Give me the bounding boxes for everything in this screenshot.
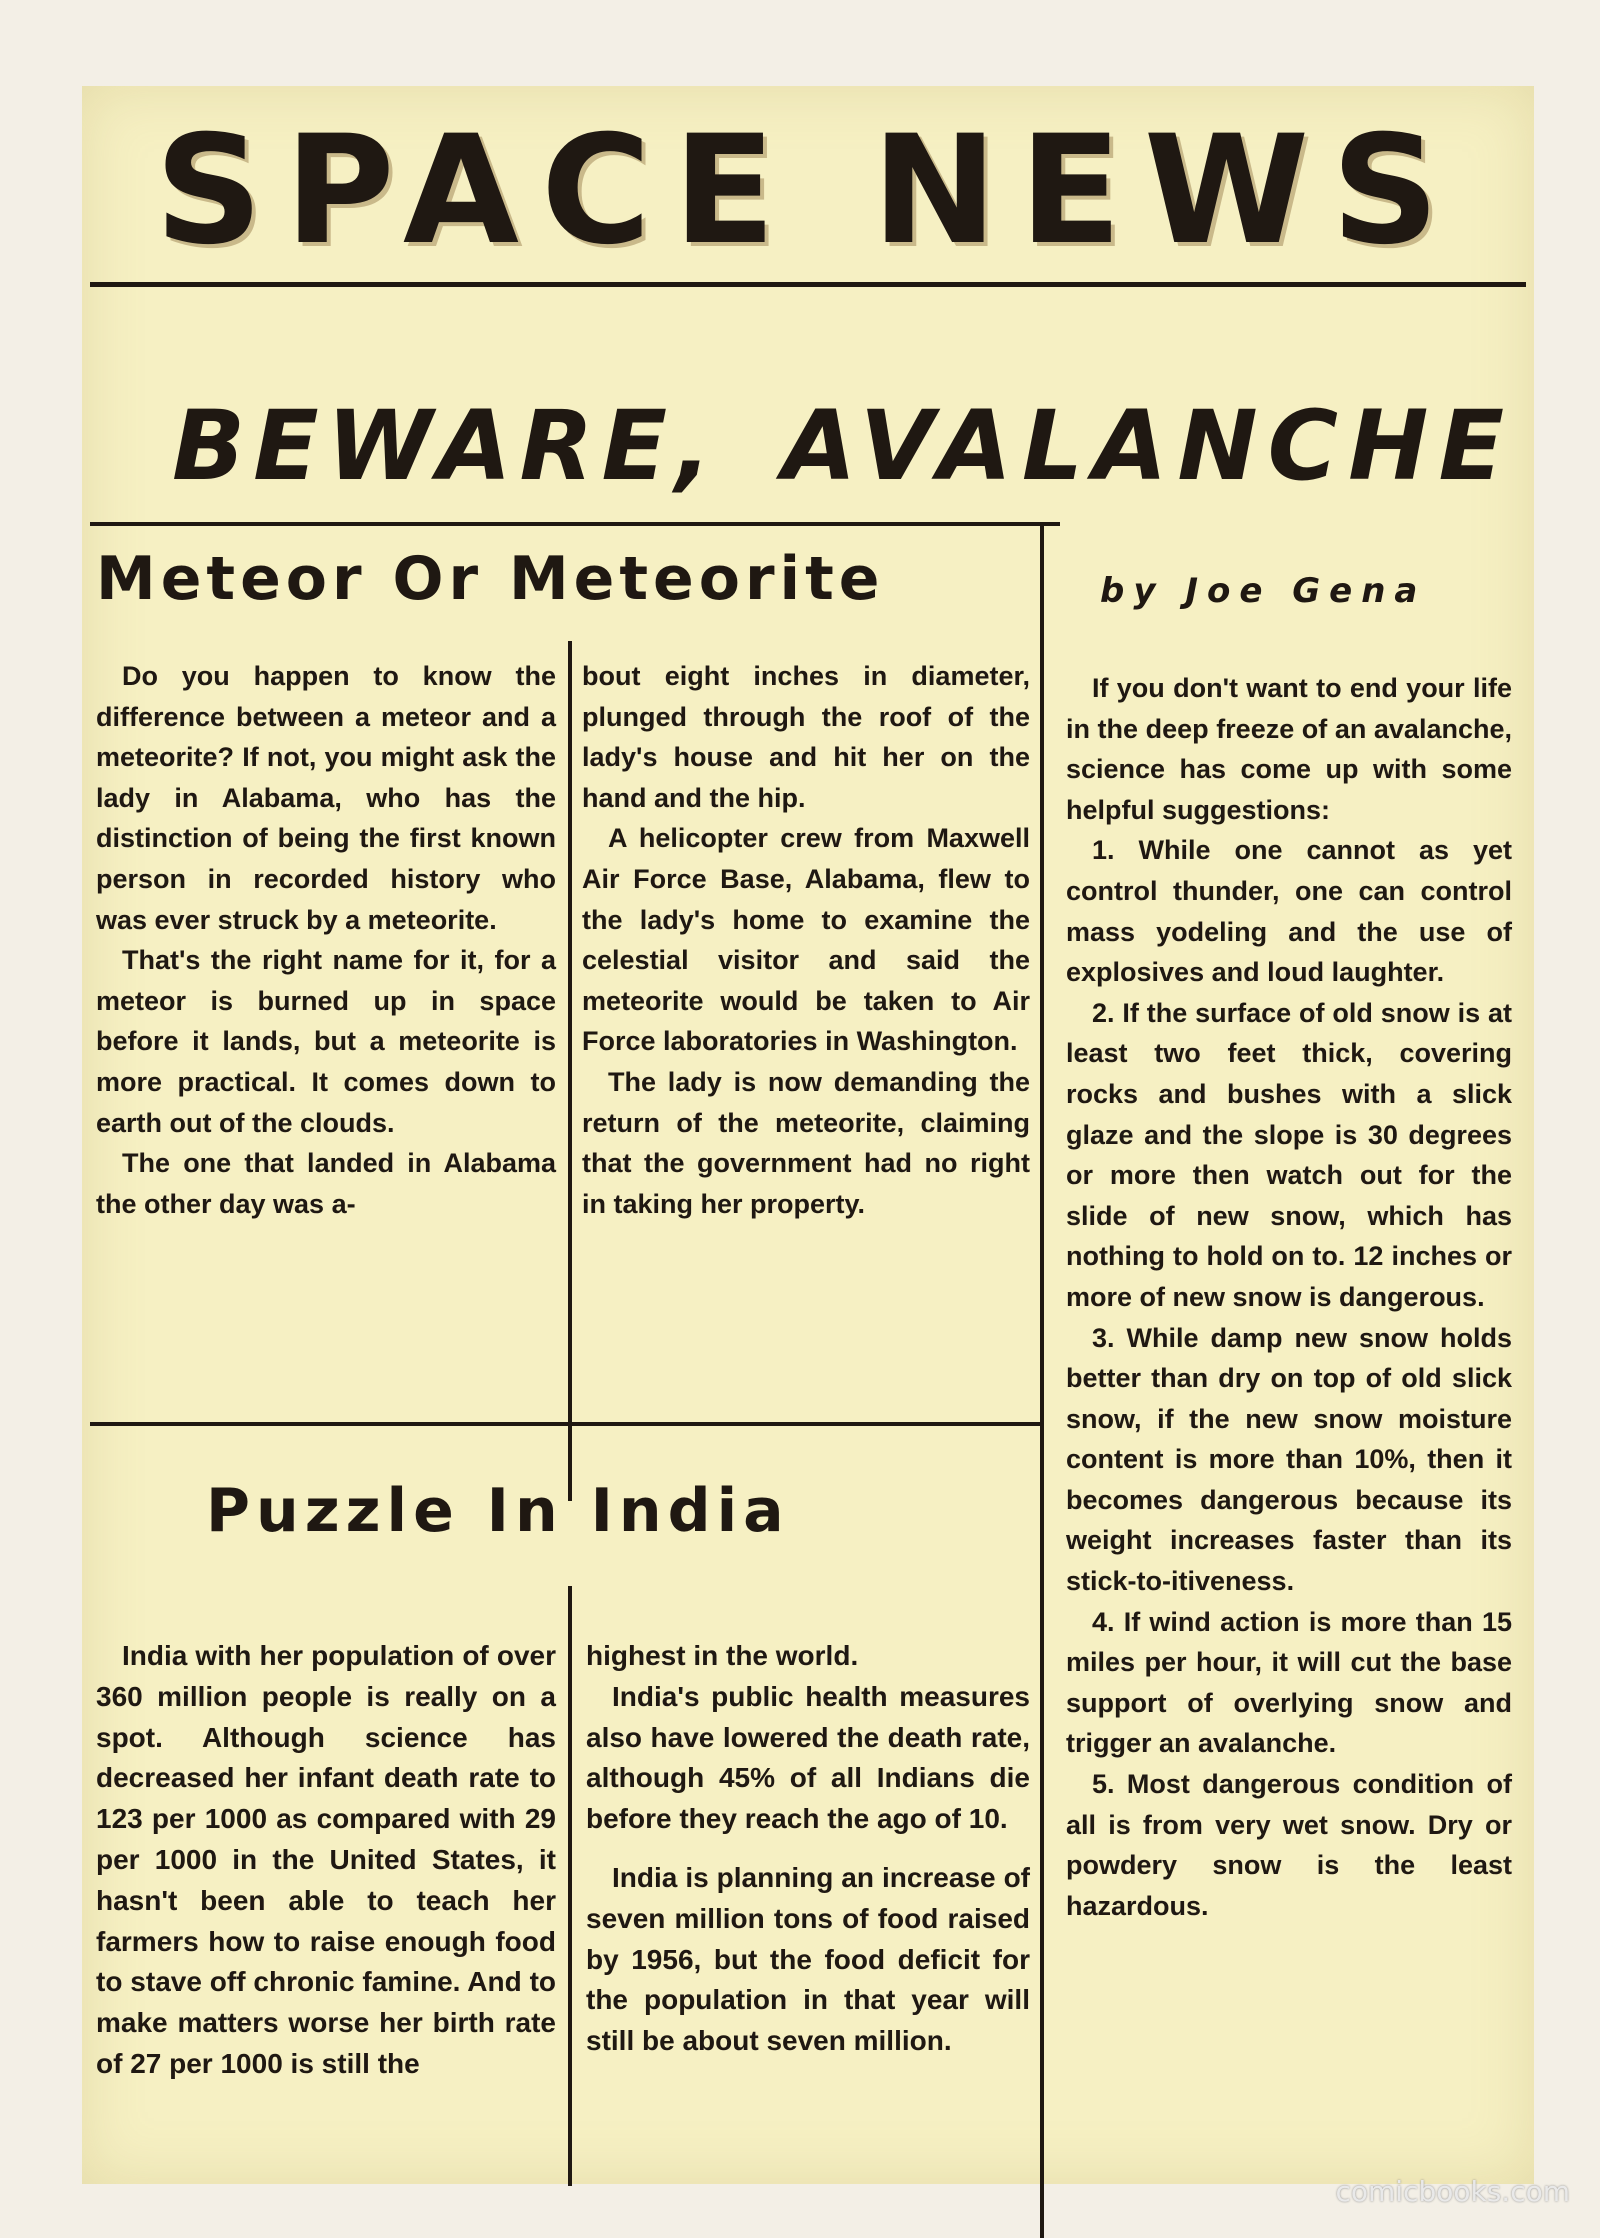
india-column-divider: [568, 1586, 572, 2186]
avalanche-paragraph: 1. While one cannot as yet control thunder, one can control mass yodeling and the use of explosives and loud laughter.: [1066, 835, 1512, 988]
avalanche-paragraph: 3. While damp new snow holds better than dry on top of old slick snow, if the new snow moisture content is more than 10%, then it becomes dangerous because its weight increases faster than its stick-to-itiveness.: [1066, 1322, 1512, 1597]
headline-word-beware: BEWARE,: [172, 390, 720, 502]
india-column-2: [586, 1636, 1030, 2062]
meteor-box-right-rule: [1040, 522, 1044, 2238]
section-divider-rule: [90, 1422, 1044, 1426]
india-paragraph: highest in the world.: [586, 1640, 859, 1671]
meteor-paragraph: A helicopter crew from Maxwell Air Force Base, Alabama, flew to the lady's home to examine the celestial visitor and said the meteorite would be taken to Air Force laboratories in Washington.: [582, 823, 1030, 1057]
avalanche-paragraph: 5. Most dangerous condition of all is from very wet snow. Dry or powdery snow is the least hazardous.: [1066, 1769, 1512, 1921]
newspaper-page: [82, 86, 1534, 2184]
meteor-column-1: [96, 656, 556, 1224]
meteor-paragraph: bout eight inches in diameter, plunged through the roof of the lady's house and hit her on the hand and the hip.: [582, 661, 1030, 813]
meteor-paragraph: The lady is now demanding the return of the meteorite, claiming that the government had no right in taking her property.: [582, 1066, 1030, 1219]
site-watermark: comicbooks.com: [1335, 2175, 1570, 2208]
headline-word-avalanche: AVALANCHE: [782, 390, 1515, 502]
india-article-title: Puzzle In India: [206, 1476, 790, 1546]
meteor-paragraph: The one that landed in Alabama the other day was a-: [96, 1148, 556, 1219]
masthead-title: SPACE NEWS: [154, 104, 1462, 278]
masthead-rule: [90, 282, 1526, 287]
meteor-column-2: [582, 656, 1030, 1224]
avalanche-paragraph: 2. If the surface of old snow is at least two feet thick, covering rocks and bushes with a slick glaze and the slope is 30 degrees or more then watch out for the slide of new snow, which has nothing to hold on to. 12 inches or more of new snow is dangerous.: [1066, 997, 1512, 1312]
india-paragraph: India's public health measures also have lowered the death rate, although 45% of all Indians die before they reach the ago of 10.: [586, 1680, 1030, 1835]
meteor-paragraph: Do you happen to know the difference between a meteor and a meteorite? If not, you might ask the lady in Alabama, who has the distinction of being the first known person in recorded history who was ever struck by a meteorite.: [96, 661, 556, 935]
avalanche-column: [1066, 668, 1512, 1926]
avalanche-byline: by Joe Gena: [1100, 571, 1427, 611]
meteor-box-top-rule: [90, 522, 1060, 526]
india-paragraph: India with her population of over 360 million people is really on a spot. Although science has decreased her infant death rate to 123 per 1000 as compared with 29 per 1000 in the United States, it hasn't been able to teach her farmers how to raise enough food to stave off chronic famine. And to make matters worse her birth rate of 27 per 1000 is still the: [96, 1640, 556, 2079]
meteor-article-title: Meteor Or Meteorite: [96, 544, 885, 614]
meteor-column-divider: [568, 641, 572, 1501]
india-column-1: [96, 1636, 556, 2085]
avalanche-paragraph: If you don't want to end your life in the deep freeze of an avalanche, science has come up with some helpful suggestions:: [1066, 673, 1512, 825]
meteor-paragraph: That's the right name for it, for a meteor is burned up in space before it lands, but a meteorite is more practical. It comes down to earth out of the clouds.: [96, 945, 556, 1138]
india-paragraph: India is planning an increase of seven million tons of food raised by 1956, but the food deficit for the population in that year will still be about seven million.: [586, 1861, 1030, 2057]
avalanche-paragraph: 4. If wind action is more than 15 miles per hour, it will cut the base support of overlying snow and trigger an avalanche.: [1066, 1606, 1512, 1759]
